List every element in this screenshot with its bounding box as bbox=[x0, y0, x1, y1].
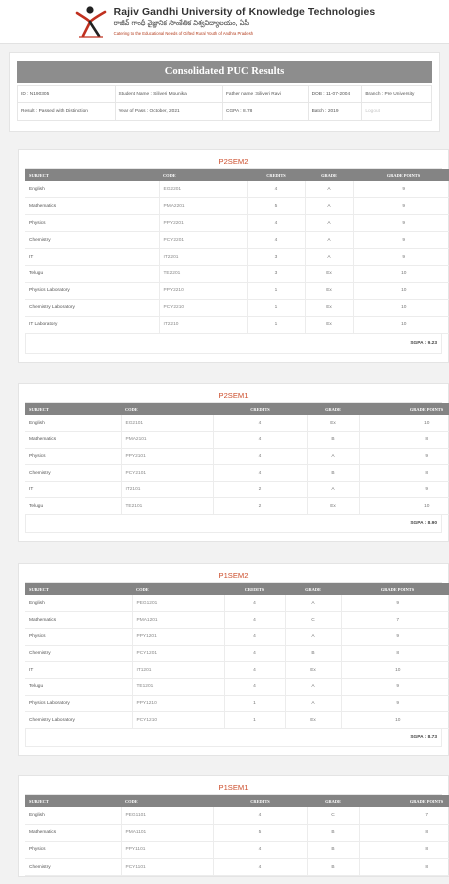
cell-subject: Physics Laboratory bbox=[25, 695, 132, 712]
cell-code: PCY1210 bbox=[132, 712, 224, 729]
cell-grade: B bbox=[307, 432, 359, 449]
site-header bbox=[0, 0, 449, 44]
table-row bbox=[25, 859, 449, 876]
cell-subject: IT Laboratory bbox=[25, 316, 159, 333]
cell-grade: Ex bbox=[305, 316, 353, 333]
cell-subject: Chemistry bbox=[25, 859, 121, 876]
cell-credits: 4 bbox=[224, 645, 285, 662]
cell-code: EG2101 bbox=[121, 415, 213, 432]
table-row bbox=[25, 807, 449, 824]
cell-grade: B bbox=[307, 824, 359, 841]
cell-code: TE2101 bbox=[121, 498, 213, 515]
university-name: Rajiv Gandhi University of Knowledge Technologies bbox=[113, 7, 376, 18]
cell-grade-points: 9 bbox=[353, 215, 449, 232]
cell-subject: Telugu bbox=[25, 265, 159, 282]
cell-credits: 1 bbox=[247, 299, 305, 316]
cell-code: PEG1201 bbox=[132, 595, 224, 612]
cell-grade: B bbox=[307, 465, 359, 482]
cell-grade-points: 8 bbox=[359, 859, 449, 876]
cell-subject: Mathematics bbox=[25, 824, 121, 841]
column-header-grade: GRADE bbox=[305, 586, 321, 592]
cell-subject: IT bbox=[25, 662, 132, 679]
grades-table bbox=[25, 795, 449, 876]
column-header-subject: SUBJECT bbox=[29, 172, 49, 178]
cell-code: PCY1101 bbox=[121, 859, 213, 876]
cell-grade-points: 10 bbox=[341, 712, 449, 729]
cell-subject: Physics bbox=[25, 628, 132, 645]
cell-subject: English bbox=[25, 415, 121, 432]
cell-code: PPY2210 bbox=[159, 282, 247, 299]
column-header-grade: GRADE bbox=[325, 406, 341, 412]
cell-grade-points: 9 bbox=[353, 249, 449, 266]
cell-credits: 5 bbox=[213, 824, 307, 841]
cell-credits: 4 bbox=[213, 859, 307, 876]
cell-grade-points: 7 bbox=[341, 612, 449, 629]
semester-title: P2SEM2 bbox=[25, 156, 442, 169]
column-header-code: CODE bbox=[136, 586, 149, 592]
column-header-grade-points: GRADE POINTS bbox=[409, 798, 444, 804]
cell-subject: Chemistry Laboratory bbox=[25, 712, 132, 729]
university-name-telugu: రాజీవ్ గాంధీ వైజ్ఞానిక సాంకేతిక విశ్వవిద్యాలయం, ఏపీ bbox=[113, 19, 250, 27]
cell-grade: A bbox=[305, 249, 353, 266]
cell-grade-points: 10 bbox=[353, 265, 449, 282]
cell-credits: 2 bbox=[213, 498, 307, 515]
cell-grade-points: 10 bbox=[341, 662, 449, 679]
cell-subject: English bbox=[25, 181, 159, 198]
column-header-grade: GRADE bbox=[321, 172, 337, 178]
cell-subject: Mathematics bbox=[25, 612, 132, 629]
cell-subject: Physics Laboratory bbox=[25, 282, 159, 299]
brand[interactable] bbox=[74, 4, 376, 40]
cell-subject: Chemistry Laboratory bbox=[25, 299, 159, 316]
column-header-grade-points: GRADE POINTS bbox=[380, 586, 415, 592]
cell-subject: Physics bbox=[25, 841, 121, 858]
cell-grade-points: 10 bbox=[353, 316, 449, 333]
cell-grade: A bbox=[305, 198, 353, 215]
page-title: Consolidated PUC Results bbox=[17, 61, 432, 83]
table-row bbox=[25, 265, 449, 282]
cell-credits: 3 bbox=[247, 249, 305, 266]
cell-code: PPY1210 bbox=[132, 695, 224, 712]
cell-credits: 4 bbox=[213, 465, 307, 482]
student-id: ID : N190305 bbox=[18, 86, 116, 102]
cell-subject: Telugu bbox=[25, 498, 121, 515]
cell-subject: Mathematics bbox=[25, 432, 121, 449]
table-header-row bbox=[25, 169, 449, 181]
cell-subject: Physics bbox=[25, 448, 121, 465]
cell-code: PEG1101 bbox=[121, 807, 213, 824]
cell-grade-points: 9 bbox=[341, 628, 449, 645]
cell-credits: 4 bbox=[224, 628, 285, 645]
cell-credits: 4 bbox=[224, 662, 285, 679]
cell-code: EG2201 bbox=[159, 181, 247, 198]
semester-card bbox=[18, 775, 449, 877]
cell-code: PCY2101 bbox=[121, 465, 213, 482]
cell-credits: 4 bbox=[213, 432, 307, 449]
cell-code: IT2101 bbox=[121, 481, 213, 498]
cell-grade: Ex bbox=[285, 712, 341, 729]
cell-subject: English bbox=[25, 595, 132, 612]
column-header-grade-points: GRADE POINTS bbox=[386, 172, 421, 178]
column-header-grade: GRADE bbox=[325, 798, 341, 804]
table-row bbox=[25, 232, 449, 249]
cell-grade-points: 9 bbox=[341, 595, 449, 612]
cell-grade: Ex bbox=[305, 265, 353, 282]
cell-credits: 5 bbox=[247, 198, 305, 215]
sgpa-value: SGPA : 8.73 bbox=[25, 729, 442, 747]
table-row bbox=[25, 841, 449, 858]
cell-code: IT2210 bbox=[159, 316, 247, 333]
cell-grade: B bbox=[307, 841, 359, 858]
cell-grade: A bbox=[307, 481, 359, 498]
cell-code: PMA2201 bbox=[159, 198, 247, 215]
cell-grade: A bbox=[285, 695, 341, 712]
logout-link[interactable]: Logout bbox=[365, 109, 380, 114]
cell-code: PCY1201 bbox=[132, 645, 224, 662]
column-header-code: CODE bbox=[163, 172, 176, 178]
table-row bbox=[25, 662, 449, 679]
cell-credits: 3 bbox=[247, 265, 305, 282]
cell-subject: IT bbox=[25, 481, 121, 498]
student-info-card bbox=[9, 52, 440, 132]
table-row bbox=[25, 215, 449, 232]
university-logo-icon bbox=[74, 4, 108, 40]
cell-grade: C bbox=[307, 807, 359, 824]
cell-grade-points: 8 bbox=[359, 465, 449, 482]
cell-subject: IT bbox=[25, 249, 159, 266]
semester-card bbox=[18, 563, 449, 756]
cell-subject: Mathematics bbox=[25, 198, 159, 215]
year-of-pass: Year of Pass : October, 2021 bbox=[116, 103, 223, 120]
cell-code: IT1201 bbox=[132, 662, 224, 679]
table-row bbox=[25, 824, 449, 841]
cell-code: PMA1101 bbox=[121, 824, 213, 841]
cell-code: PPY1101 bbox=[121, 841, 213, 858]
cell-grade: A bbox=[285, 678, 341, 695]
info-row bbox=[17, 103, 432, 121]
sgpa-value: SGPA : 9.23 bbox=[25, 334, 442, 354]
table-row bbox=[25, 282, 449, 299]
table-header-row bbox=[25, 583, 449, 595]
cell-grade-points: 10 bbox=[359, 498, 449, 515]
date-of-birth: DOB : 11-07-2004 bbox=[309, 86, 363, 102]
semester-title: P2SEM1 bbox=[25, 390, 442, 403]
cell-subject: Telugu bbox=[25, 678, 132, 695]
cell-grade: Ex bbox=[285, 662, 341, 679]
cell-code: PPY2101 bbox=[121, 448, 213, 465]
cell-grade: A bbox=[285, 595, 341, 612]
column-header-code: CODE bbox=[125, 798, 138, 804]
cell-credits: 1 bbox=[224, 695, 285, 712]
cell-grade-points: 9 bbox=[359, 481, 449, 498]
cell-credits: 4 bbox=[213, 807, 307, 824]
cell-grade: C bbox=[285, 612, 341, 629]
grades-table bbox=[25, 583, 449, 729]
semester-title: P1SEM2 bbox=[25, 570, 442, 583]
cell-grade: A bbox=[285, 628, 341, 645]
cell-grade: A bbox=[305, 215, 353, 232]
table-row bbox=[25, 415, 449, 432]
semester-card bbox=[18, 383, 449, 542]
column-header-credits: CREDITS bbox=[250, 406, 270, 412]
cell-grade-points: 9 bbox=[359, 448, 449, 465]
table-row bbox=[25, 465, 449, 482]
cell-subject: English bbox=[25, 807, 121, 824]
cell-grade-points: 9 bbox=[341, 695, 449, 712]
cell-grade: B bbox=[307, 859, 359, 876]
cell-credits: 4 bbox=[213, 448, 307, 465]
cell-grade-points: 7 bbox=[359, 807, 449, 824]
cell-credits: 1 bbox=[224, 712, 285, 729]
table-header-row bbox=[25, 403, 449, 415]
cell-credits: 4 bbox=[213, 841, 307, 858]
cell-grade: Ex bbox=[307, 415, 359, 432]
table-row bbox=[25, 198, 449, 215]
university-tagline: Catering to the Educational Needs of Gifted Rural Youth of Andhra Pradesh bbox=[113, 31, 254, 36]
father-name: Father name :Siliveri Ravi bbox=[223, 86, 309, 102]
student-name: Student Name : Siliveri Mounika bbox=[116, 86, 223, 102]
cell-code: PMA2101 bbox=[121, 432, 213, 449]
cell-credits: 4 bbox=[247, 181, 305, 198]
table-row bbox=[25, 612, 449, 629]
cell-grade-points: 8 bbox=[359, 824, 449, 841]
cell-code: PPY1201 bbox=[132, 628, 224, 645]
cell-grade-points: 10 bbox=[359, 415, 449, 432]
cgpa: CGPA : 8.78 bbox=[223, 103, 309, 120]
cell-grade-points: 9 bbox=[353, 198, 449, 215]
cell-subject: Chemistry bbox=[25, 645, 132, 662]
grades-table bbox=[25, 403, 449, 515]
column-header-credits: CREDITS bbox=[244, 586, 265, 592]
cell-grade: A bbox=[307, 448, 359, 465]
table-row bbox=[25, 645, 449, 662]
sgpa-value: SGPA : 8.90 bbox=[25, 515, 442, 533]
cell-grade: A bbox=[305, 181, 353, 198]
cell-grade-points: 8 bbox=[359, 432, 449, 449]
table-row bbox=[25, 498, 449, 515]
cell-grade-points: 10 bbox=[353, 282, 449, 299]
cell-subject: Physics bbox=[25, 215, 159, 232]
table-row bbox=[25, 678, 449, 695]
info-row bbox=[17, 85, 432, 103]
column-header-subject: SUBJECT bbox=[29, 586, 49, 592]
column-header-credits: CREDITS bbox=[266, 172, 286, 178]
cell-subject: Chemistry bbox=[25, 232, 159, 249]
cell-credits: 4 bbox=[224, 595, 285, 612]
cell-credits: 1 bbox=[247, 316, 305, 333]
cell-credits: 4 bbox=[224, 612, 285, 629]
cell-subject: Chemistry bbox=[25, 465, 121, 482]
cell-grade-points: 9 bbox=[353, 181, 449, 198]
cell-grade: Ex bbox=[307, 498, 359, 515]
grades-table bbox=[25, 169, 449, 334]
cell-grade-points: 9 bbox=[353, 232, 449, 249]
column-header-subject: SUBJECT bbox=[29, 406, 49, 412]
table-row bbox=[25, 481, 449, 498]
cell-code: PPY2201 bbox=[159, 215, 247, 232]
cell-code: TE1201 bbox=[132, 678, 224, 695]
column-header-grade-points: GRADE POINTS bbox=[409, 406, 444, 412]
table-row bbox=[25, 249, 449, 266]
table-row bbox=[25, 628, 449, 645]
cell-grade-points: 10 bbox=[353, 299, 449, 316]
branch: Branch : Pre University bbox=[365, 91, 415, 97]
semester-card bbox=[18, 149, 449, 363]
table-row bbox=[25, 316, 449, 333]
cell-grade: A bbox=[305, 232, 353, 249]
cell-credits: 4 bbox=[247, 232, 305, 249]
batch: Batch : 2019 bbox=[309, 103, 363, 120]
cell-credits: 4 bbox=[224, 678, 285, 695]
table-row bbox=[25, 181, 449, 198]
cell-code: PCY2210 bbox=[159, 299, 247, 316]
cell-code: TE2201 bbox=[159, 265, 247, 282]
result-status: Result : Passed with Distinction bbox=[18, 103, 116, 120]
cell-grade-points: 8 bbox=[341, 645, 449, 662]
table-row bbox=[25, 448, 449, 465]
column-header-subject: SUBJECT bbox=[29, 798, 49, 804]
table-row bbox=[25, 595, 449, 612]
cell-credits: 2 bbox=[213, 481, 307, 498]
column-header-code: CODE bbox=[125, 406, 138, 412]
column-header-credits: CREDITS bbox=[250, 798, 270, 804]
cell-credits: 4 bbox=[247, 215, 305, 232]
cell-code: PMA1201 bbox=[132, 612, 224, 629]
cell-grade-points: 9 bbox=[341, 678, 449, 695]
cell-credits: 4 bbox=[213, 415, 307, 432]
cell-grade-points: 8 bbox=[359, 841, 449, 858]
table-row bbox=[25, 432, 449, 449]
cell-credits: 1 bbox=[247, 282, 305, 299]
cell-grade: Ex bbox=[305, 282, 353, 299]
table-row bbox=[25, 299, 449, 316]
semester-title: P1SEM1 bbox=[25, 782, 442, 795]
cell-grade: B bbox=[285, 645, 341, 662]
cell-code: PCY2201 bbox=[159, 232, 247, 249]
cell-code: IT2201 bbox=[159, 249, 247, 266]
cell-grade: Ex bbox=[305, 299, 353, 316]
table-header-row bbox=[25, 795, 449, 807]
table-row bbox=[25, 712, 449, 729]
table-row bbox=[25, 695, 449, 712]
